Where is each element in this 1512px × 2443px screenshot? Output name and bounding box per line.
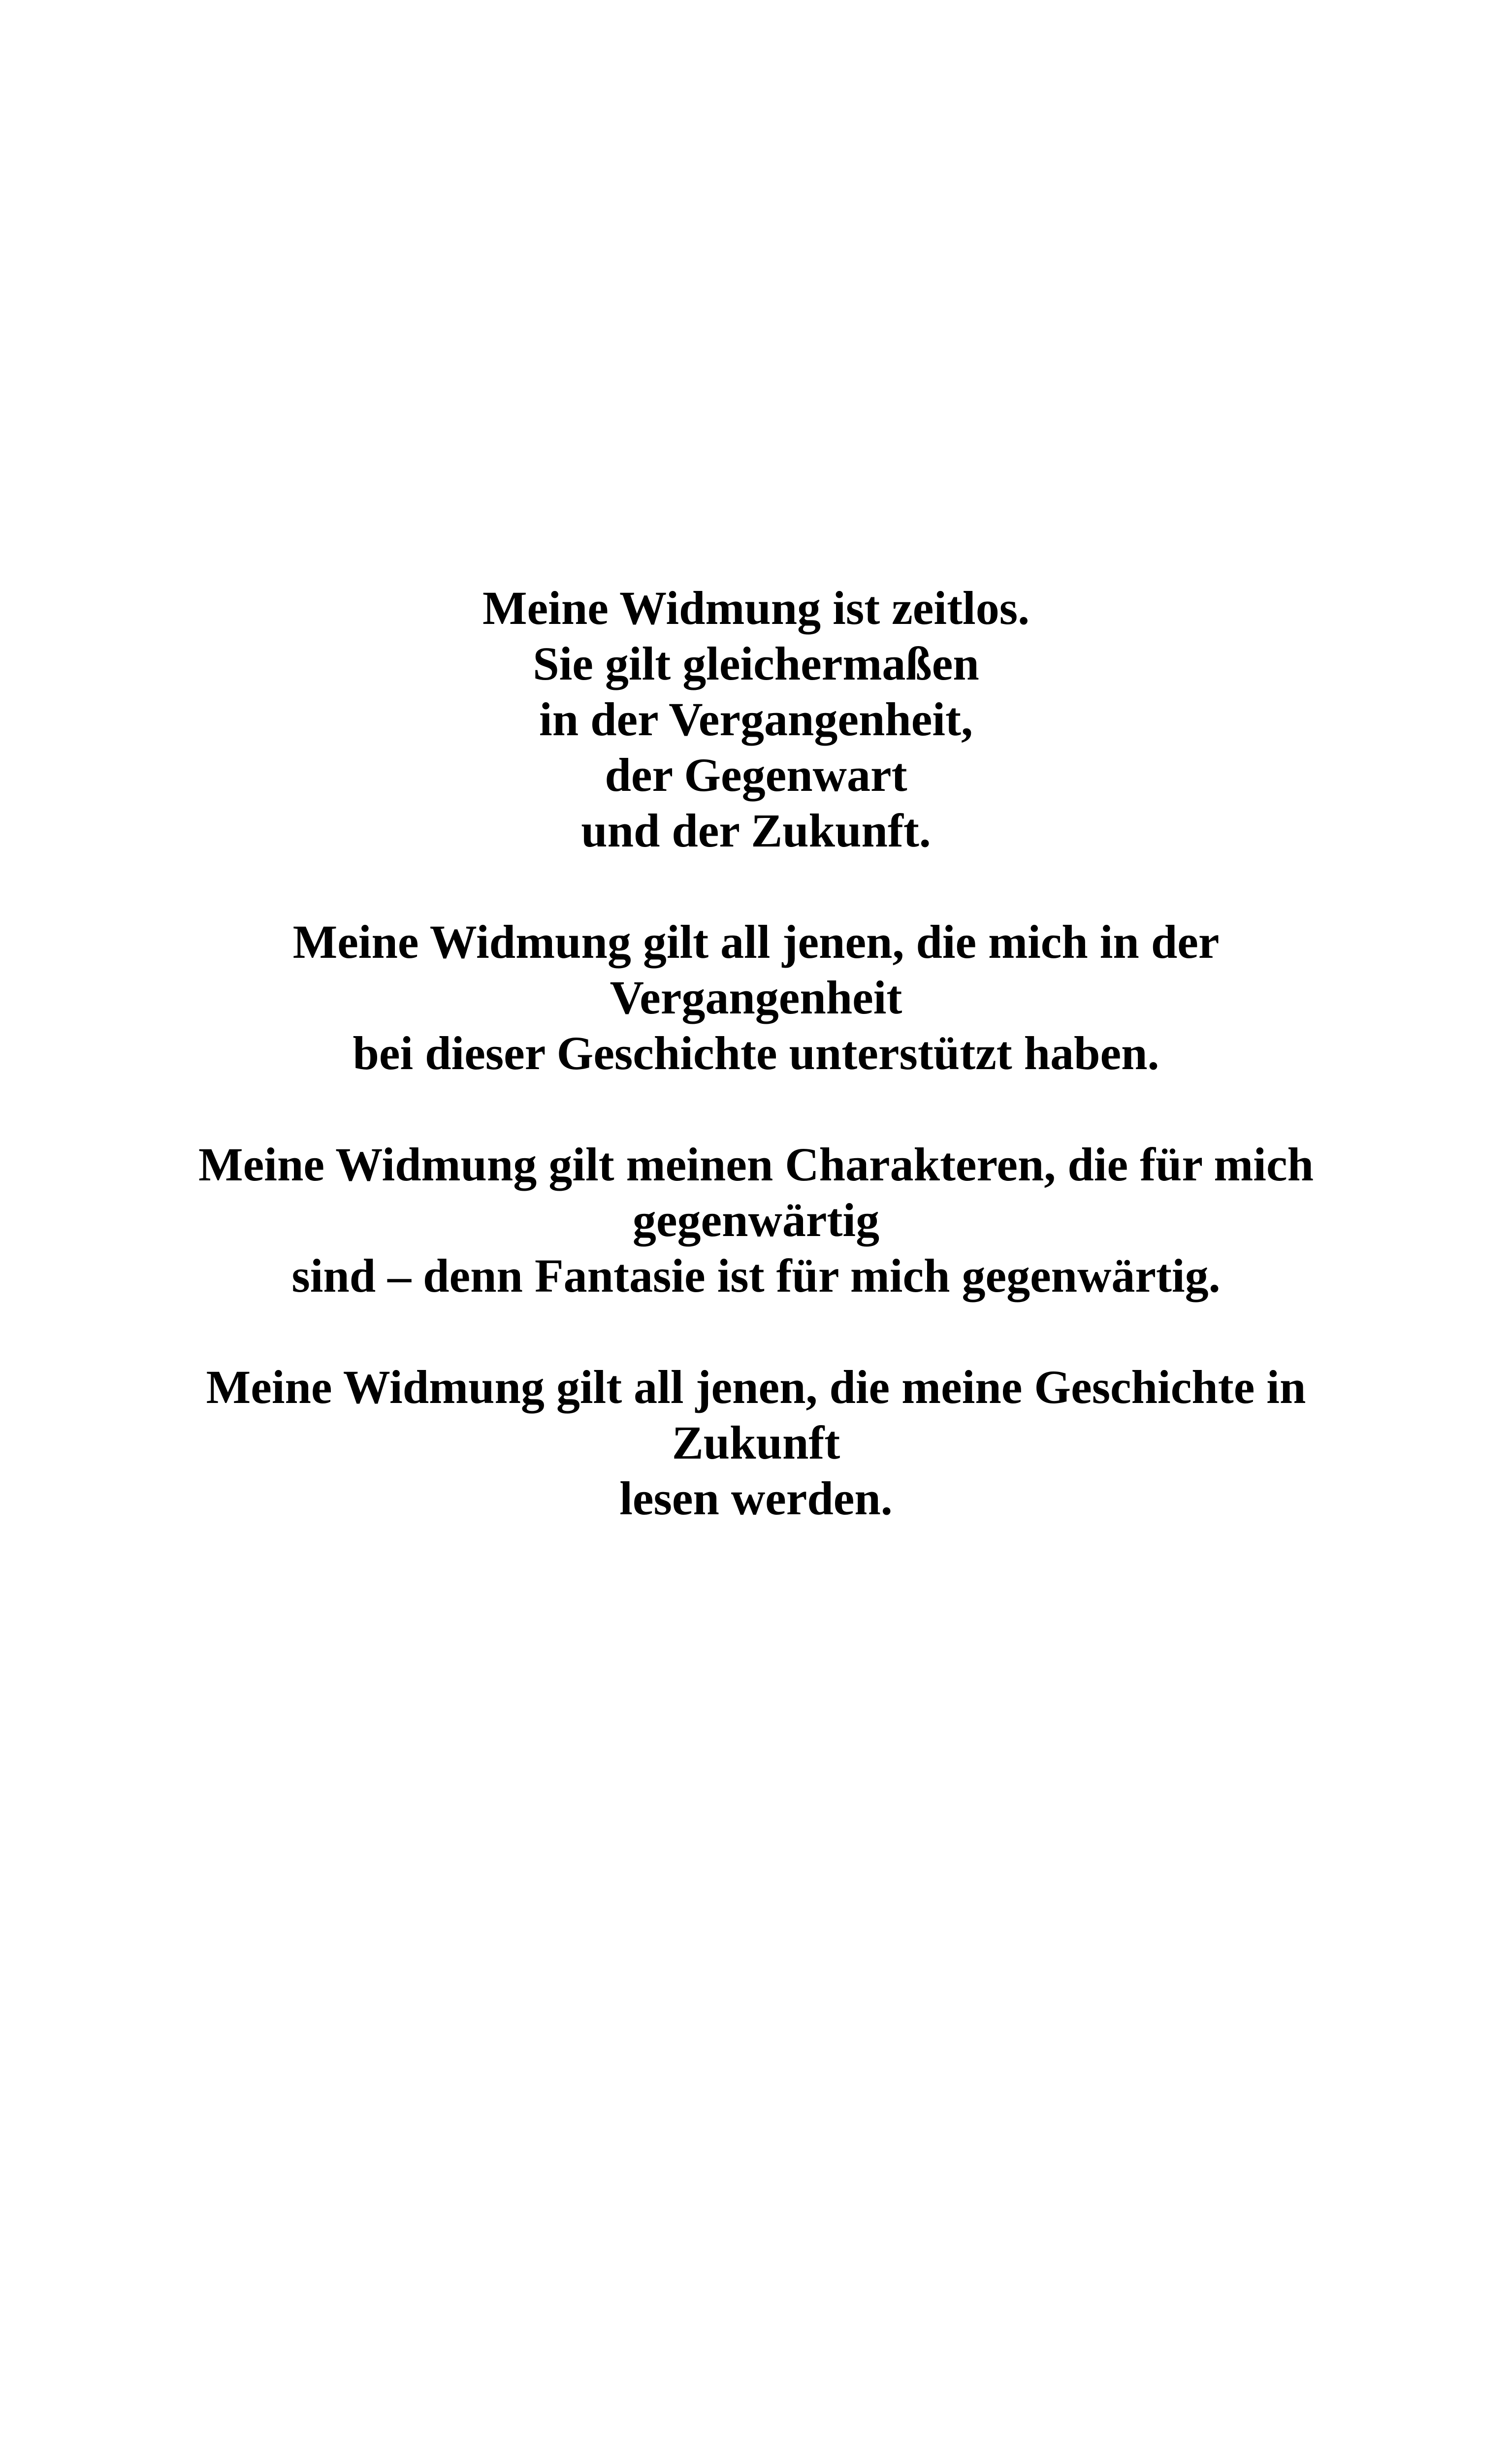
stanza-line: gegenwärtig xyxy=(632,1194,880,1246)
stanza-line: Meine Widmung ist zeitlos. xyxy=(482,582,1030,634)
stanza-line: bei dieser Geschichte unterstützt haben. xyxy=(353,1027,1159,1079)
stanza-line: in der Vergangenheit, xyxy=(539,693,973,746)
stanza-line: Meine Widmung gilt meinen Charakteren, die für mich xyxy=(198,1138,1314,1191)
stanza-line: und der Zukunft. xyxy=(581,804,931,857)
dedication-text xyxy=(0,580,1512,1526)
stanza-line: lesen werden. xyxy=(619,1472,893,1525)
stanza-line: Sie gilt gleichermaßen xyxy=(533,637,979,690)
stanza-line: Zukunft xyxy=(672,1416,840,1469)
stanza-line: Meine Widmung gilt all jenen, die meine Geschichte in xyxy=(206,1361,1306,1413)
stanza-line: Vergangenheit xyxy=(610,971,902,1024)
stanza-line: Meine Widmung gilt all jenen, die mich in der xyxy=(292,915,1220,968)
stanza-timeless xyxy=(0,580,1512,858)
stanza-present xyxy=(0,1137,1512,1303)
stanza-line: sind – denn Fantasie ist für mich gegenwärtig. xyxy=(291,1249,1221,1302)
stanza-past xyxy=(0,914,1512,1081)
stanza-line: der Gegenwart xyxy=(605,749,907,801)
stanza-future xyxy=(0,1359,1512,1526)
